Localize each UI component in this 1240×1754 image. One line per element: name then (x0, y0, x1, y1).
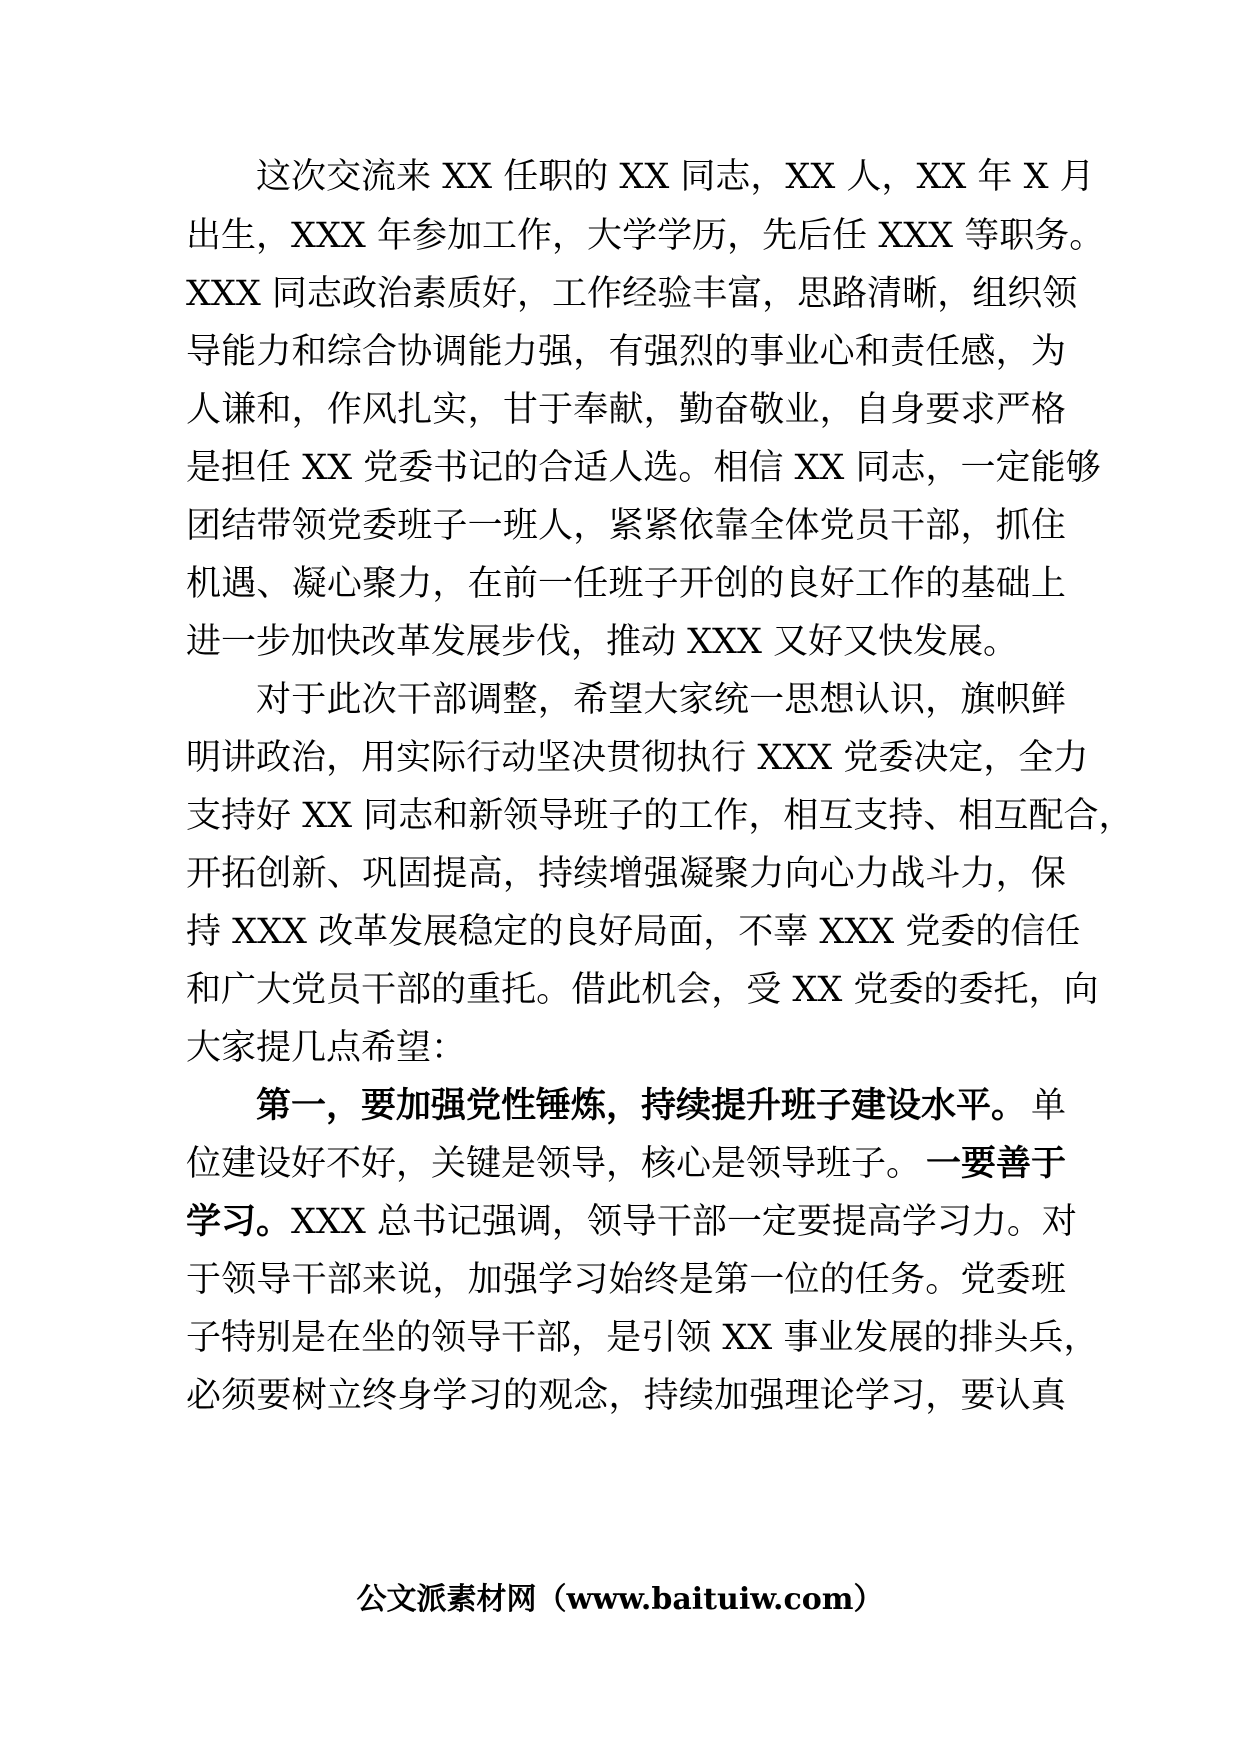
paragraph-3-line-1-tail: 单 (1030, 1086, 1066, 1126)
paragraph-2-line-1: 对 于 此 次 干 部 调 整 ， 希 望 大 家 统 一 思 想 认 识 ， 旗 帜 鲜 (256, 680, 1066, 720)
paragraph-3-line-1 (256, 1074, 1066, 1138)
paragraph-2-line-6: 和 广 大 党 员 干 部 的 重 托 。 借 此 机 会 ， 受 X X 党 委 的 委 托 ， 向 (186, 970, 1099, 1010)
paragraph-2-line-5: 持 X X X 改 革 发 展 稳 定 的 良 好 局 面 ， 不 辜 X X X 党 委 的 信 任 (186, 912, 1081, 952)
paragraph-3-line-3 (186, 1190, 1077, 1254)
paragraph-1-line-4: 导 能 力 和 综 合 协 调 能 力 强 ， 有 强 烈 的 事 业 心 和 责 任 感 ， 为 (186, 332, 1066, 372)
paragraph-3-line-2-text: 位建设好不好，关键是领导，核心是领导班子。 (186, 1144, 922, 1184)
paragraph-1-line-5: 人 谦 和 ， 作 风 扎 实 ， 甘 于 奉 献 ， 勤 奋 敬 业 ， 自 身 要 求 严 格 (186, 390, 1066, 430)
paragraph-2-line-2: 明 讲 政 治 ， 用 实 际 行 动 坚 决 贯 彻 执 行 X X X 党 委 决 定 ， 全 力 (186, 738, 1089, 778)
paragraph-1-line-9: 进一步加快改革发展步伐，推动 XXX 又好又快发展。 (186, 622, 1019, 662)
paragraph-1-line-6: 是 担 任 X X 党 委 书 记 的 合 适 人 选 。 相 信 X X 同 志 ， 一 定 能 够 (186, 448, 1101, 488)
paragraph-1-line-7: 团 结 带 领 党 委 班 子 一 班 人 ， 紧 紧 依 靠 全 体 党 员 干 部 ， 抓 住 (186, 506, 1066, 546)
paragraph-3-line-2 (186, 1132, 1066, 1196)
paragraph-1-line-8: 机 遇 、 凝 心 聚 力 ， 在 前 一 任 班 子 开 创 的 良 好 工 作 的 基 础 上 (186, 564, 1066, 604)
paragraph-3-line-6: 必 须 要 树 立 终 身 学 习 的 观 念 ， 持 续 加 强 理 论 学 习 ， 要 认 真 (186, 1376, 1066, 1416)
paragraph-2-line-3: 支 持 好 X X 同 志 和 新 领 导 班 子 的 工 作 ， 相 互 支 持 、 相 互 配 合 ， (186, 796, 1134, 836)
paragraph-3-line-5: 子 特 别 是 在 坐 的 领 导 干 部 ， 是 引 领 X X 事 业 发 展 的 排 头 兵 ， (186, 1318, 1099, 1358)
paragraph-1-line-1: 这 次 交 流 来 X X 任 职 的 X X 同 志 ， X X 人 ， X X 年 X 月 (256, 157, 1095, 197)
paragraph-3-line-3-text: XXX 总书记强调，领导干部一定要提高学习力。对 (291, 1202, 1077, 1242)
paragraph-1-line-2: 出 生 ， X X X 年 参 加 工 作 ， 大 学 学 历 ， 先 后 任 X X X 等 职 务 。 (186, 216, 1105, 256)
footer-source: 公文派素材网（www.baituiw.com） (356, 1582, 884, 1617)
subheading-learn-part2: 学习。 (186, 1201, 292, 1242)
paragraph-1-line-3: X X X 同 志 政 治 素 质 好 ， 工 作 经 验 丰 富 ， 思 路 清 晰 ， 组 织 领 (186, 274, 1078, 314)
paragraph-3-line-4: 于 领 导 干 部 来 说 ， 加 强 学 习 始 终 是 第 一 位 的 任 务 。 党 委 班 (186, 1260, 1066, 1300)
section-heading-first: 第一，要加强党性锤炼，持续提升班子建设水平。 (256, 1085, 1027, 1126)
paragraph-2-line-4: 开 拓 创 新 、 巩 固 提 高 ， 持 续 增 强 凝 聚 力 向 心 力 战 斗 力 ， 保 (186, 854, 1066, 894)
subheading-learn-part1: 一要善于 (925, 1143, 1066, 1184)
paragraph-2-line-7: 大家提几点希望： (186, 1028, 467, 1068)
